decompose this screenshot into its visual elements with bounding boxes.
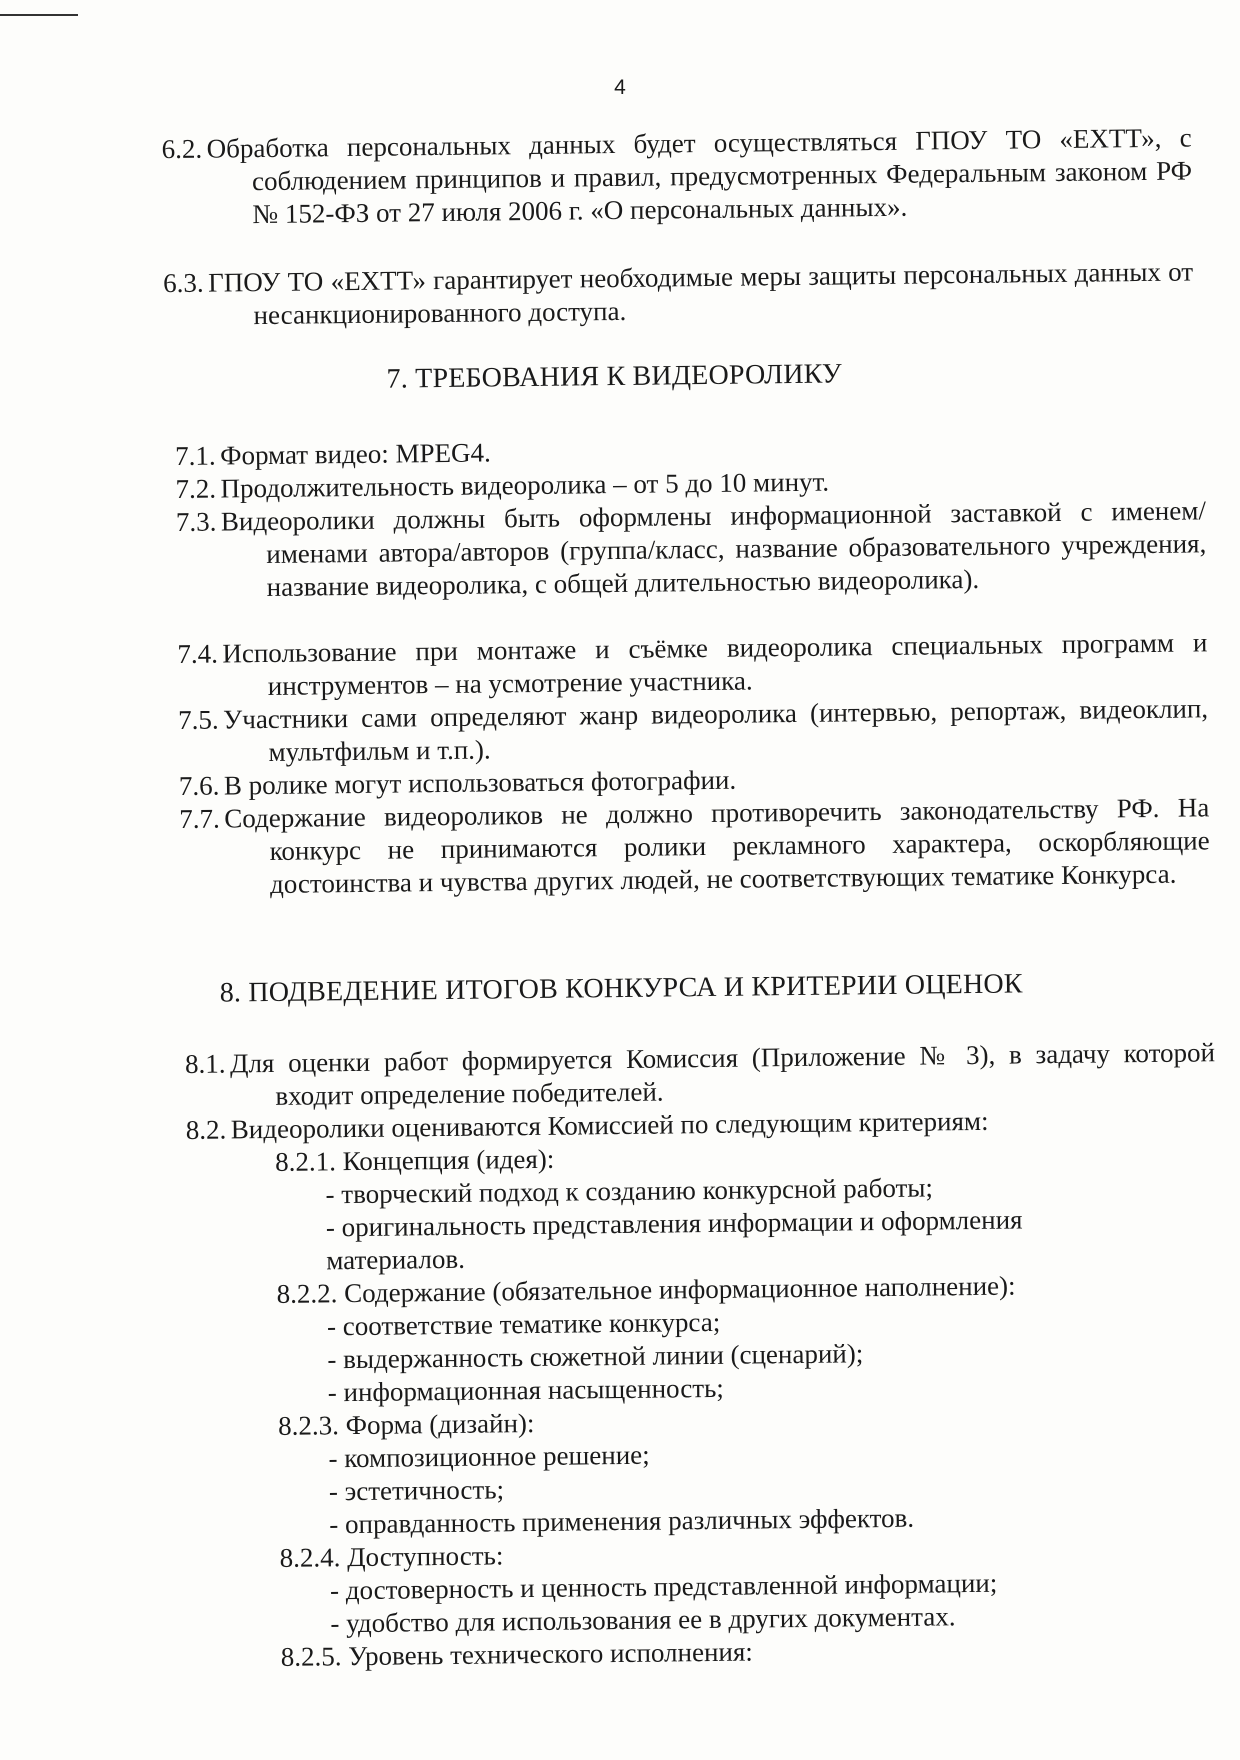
criterion-accessibility: 8.2.4. Доступность: [279, 1539, 503, 1574]
clause-text: Для оценки работ формируется Комиссия (Приложение № 3), в задачу которой входит определение победителей. [230, 1037, 1215, 1111]
clause-text: Обработка персональных данных будет осуществляться ГПОУ ТО «ЕХТТ», с соблюдением принципов и правил, предусмотренных Федеральным законом РФ № 152-ФЗ от 27 июля 2006 г. «О персональных данных». [207, 122, 1193, 229]
clause-text: ГПОУ ТО «ЕХТТ» гарантирует необходимые меры защиты персональных данных от несанкционированного доступа. [208, 256, 1193, 330]
criterion-technical: 8.2.5. Уровень технического исполнения: [281, 1636, 753, 1673]
clause-text: Формат видео: MPEG4. [220, 437, 491, 470]
criterion-form: 8.2.3. Форма (дизайн): [278, 1407, 535, 1442]
clause-6-3 [208, 255, 1194, 332]
clause-text: В ролике могут использоваться фотографии. [224, 765, 737, 801]
criterion-item: - информационная насыщенность; [328, 1372, 724, 1408]
section-7-heading: 7. ТРЕБОВАНИЯ К ВИДЕОРОЛИКУ [0, 353, 1234, 401]
criterion-item: - выдержанность сюжетной линии (сценарий); [327, 1337, 863, 1375]
criterion-item: - достоверность и ценность представленной информации; [330, 1567, 998, 1607]
criterion-item: - оправданность применения различных эффектов. [329, 1502, 914, 1541]
criterion-item: - соответствие тематике конкурса; [327, 1306, 721, 1342]
criterion-item: - удобство для использования ее в других документах. [330, 1600, 955, 1639]
clause-7-5 [223, 692, 1209, 769]
clause-7-7 [224, 791, 1210, 901]
clause-text: Использование при монтаже и съёмке видеоролика специальных программ и инструментов – на усмотрение участника. [222, 627, 1207, 701]
section-8-heading: 8. ПОДВЕДЕНИЕ ИТОГОВ КОНКУРСА И КРИТЕРИИ ОЦЕНОК [1, 965, 1240, 1013]
clause-7-4 [222, 626, 1208, 703]
clause-text: Содержание видеороликов не должно противоречить законодательству РФ. На конкурс не принимаются ролики рекламного характера, оскорбляющие достоинства и чувства других людей, не соответствующих тематике Конкурса. [224, 792, 1210, 899]
criterion-item: - оригинальность представления информации и оформления [326, 1202, 1176, 1244]
clause-text: Видеоролики должны быть оформлены информационной заставкой с именем/именами автора/авторов (группа/класс, название образовательного учреждения, название видеоролика, с общей длительностью видеоролика). [221, 495, 1207, 602]
criterion-concept: 8.2.1. Концепция (идея): [275, 1143, 554, 1178]
criterion-content: 8.2.2. Содержание (обязательное информационное наполнение): [276, 1270, 1015, 1310]
criterion-item: - творческий подход к созданию конкурсной работы; [325, 1171, 933, 1210]
clause-7-3 [221, 494, 1207, 604]
clause-6-2 [206, 121, 1192, 231]
clause-text: Продолжительность видеоролика – от 5 до 10 минут. [220, 467, 829, 504]
page-number: 4 [0, 76, 1240, 100]
clause-8-1 [230, 1036, 1216, 1113]
clause-text: Участники сами определяют жанр видеоролика (интервью, репортаж, видеоклип, мультфильм и т.п.). [223, 693, 1208, 767]
clause-text: Видеоролики оцениваются Комиссией по следующим критериям: [231, 1106, 989, 1145]
criterion-item-continuation: материалов. [326, 1243, 465, 1277]
criterion-item: - эстетичность; [329, 1473, 505, 1507]
criterion-item: - композиционное решение; [328, 1439, 649, 1475]
